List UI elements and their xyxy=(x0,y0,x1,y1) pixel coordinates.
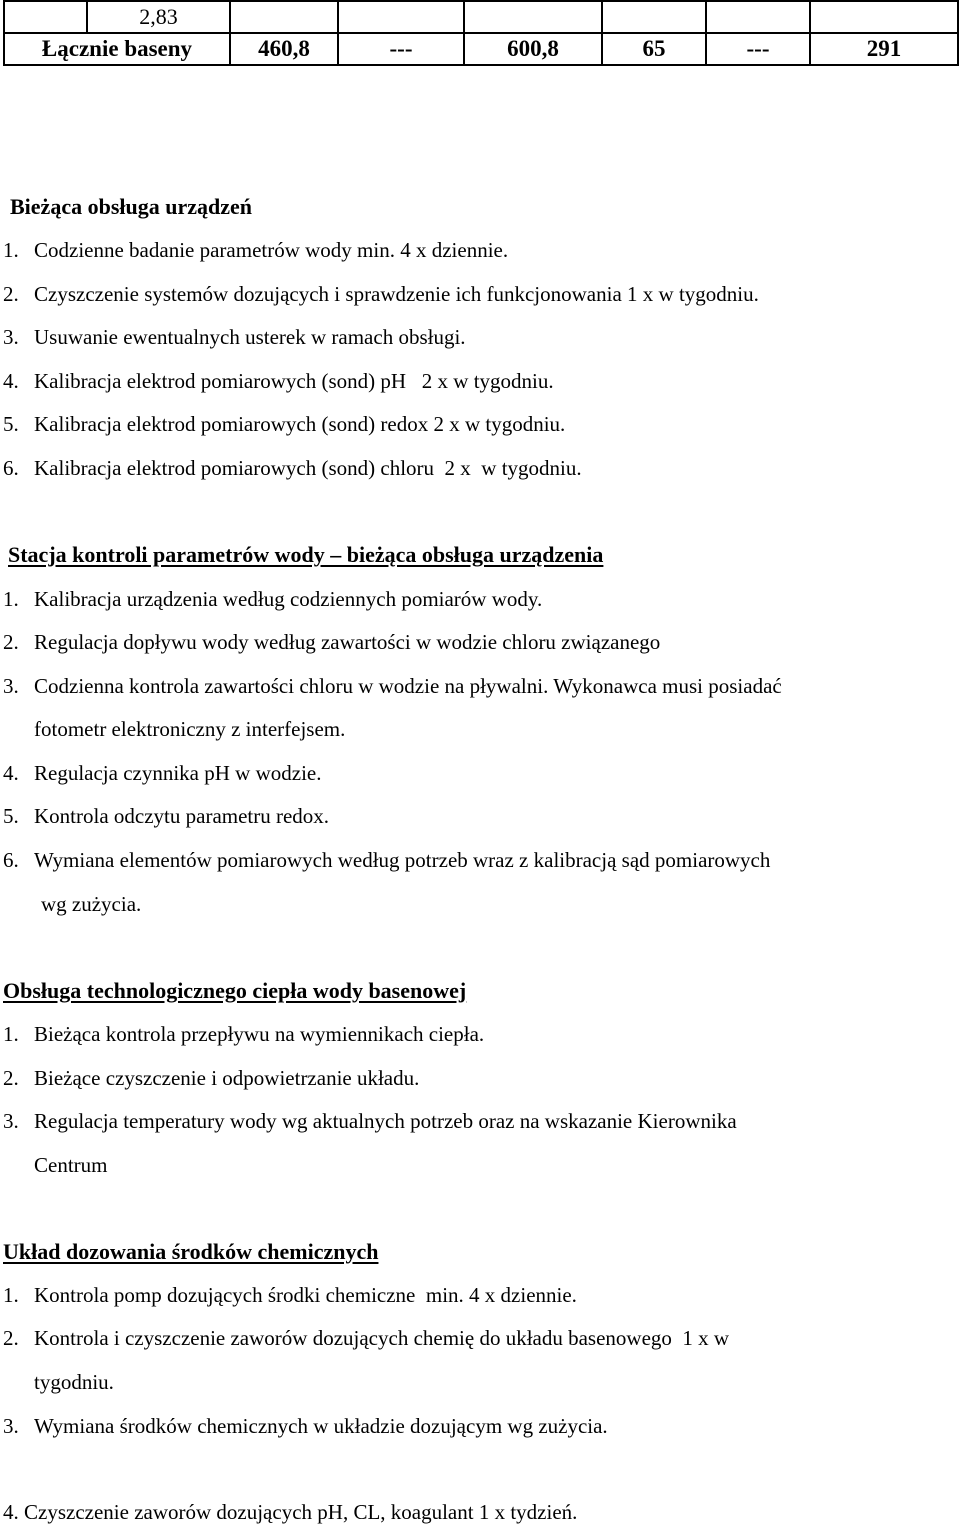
list-number: 3. xyxy=(3,1414,19,1438)
table-row xyxy=(4,1,958,33)
list-text: Codzienna kontrola zawartości chloru w wodzie na pływalni. Wykonawca musi posiadać xyxy=(34,674,782,698)
section-heading: Układ dozowania środków chemicznych xyxy=(3,1239,379,1264)
table-cell: 460,8 xyxy=(230,33,338,65)
list-text: Regulacja temperatury wody wg aktualnych potrzeb oraz na wskazanie Kierownika xyxy=(34,1109,737,1133)
list-number: 5. xyxy=(3,412,19,436)
list-number: 1. xyxy=(3,1283,19,1307)
table-cell: --- xyxy=(706,33,810,65)
list-text: tygodniu. xyxy=(34,1370,114,1394)
list-text: Kalibracja elektrod pomiarowych (sond) pH 2 x w tygodniu. xyxy=(34,369,554,393)
list-number: 3. xyxy=(3,325,19,349)
list-text: fotometr elektroniczny z interfejsem. xyxy=(34,717,346,741)
table-cell: --- xyxy=(338,33,464,65)
list-text: Usuwanie ewentualnych usterek w ramach obsługi. xyxy=(34,325,466,349)
list-number: 1. xyxy=(3,1022,19,1046)
list-number: 2. xyxy=(3,1326,19,1350)
list-text: Regulacja czynnika pH w wodzie. xyxy=(34,761,322,785)
section-heading: Obsługa technologicznego ciepła wody basenowej xyxy=(3,978,467,1003)
list-number: 4. xyxy=(3,369,19,393)
list-text: Kalibracja elektrod pomiarowych (sond) chloru 2 x w tygodniu. xyxy=(34,456,582,480)
list-number: 2. xyxy=(3,282,19,306)
table-cell xyxy=(602,1,706,33)
list-text: Kontrola odczytu parametru redox. xyxy=(34,804,330,828)
list-text: Czyszczenie systemów dozujących i sprawdzenie ich funkcjonowania 1 x w tygodniu. xyxy=(34,282,759,306)
list-number: 1. xyxy=(3,238,19,262)
list-item-extra: 4. Czyszczenie zaworów dozujących pH, CL, koagulant 1 x tydzień. xyxy=(3,1500,578,1524)
section-heading: Bieżąca obsługa urządzeń xyxy=(10,194,252,219)
list-number: 3. xyxy=(3,1109,19,1133)
table-cell xyxy=(230,1,338,33)
list-number: 4. xyxy=(3,761,19,785)
list-text: wg zużycia. xyxy=(41,892,142,916)
list-text: Bieżąca kontrola przepływu na wymiennikach ciepła. xyxy=(34,1022,485,1046)
list-text: Regulacja dopływu wody według zawartości w wodzie chloru związanego xyxy=(34,630,661,654)
table-cell: 291 xyxy=(810,33,958,65)
list-text: Bieżące czyszczenie i odpowietrzanie układu. xyxy=(34,1066,420,1090)
list-number: 5. xyxy=(3,804,19,828)
list-text: Wymiana środków chemicznych w układzie dozującym wg zużycia. xyxy=(34,1414,608,1438)
table-cell: 2,83 xyxy=(87,1,230,33)
table-cell: 600,8 xyxy=(464,33,602,65)
table-cell xyxy=(810,1,958,33)
list-number: 6. xyxy=(3,848,19,872)
list-text: Kontrola pomp dozujących środki chemiczne min. 4 x dziennie. xyxy=(34,1283,577,1307)
table-cell xyxy=(4,1,87,33)
summary-table xyxy=(3,0,959,66)
list-text: Kontrola i czyszczenie zaworów dozujących chemię do układu basenowego 1 x w xyxy=(34,1326,730,1350)
table-cell-label: Łącznie baseny xyxy=(4,33,230,65)
list-number: 2. xyxy=(3,630,19,654)
list-number: 1. xyxy=(3,587,19,611)
table-row-total xyxy=(4,33,958,65)
table-cell: 65 xyxy=(602,33,706,65)
list-text: Centrum xyxy=(34,1153,108,1177)
section-heading: Stacja kontroli parametrów wody – bieżąca obsługa urządzenia xyxy=(8,542,604,567)
table-cell xyxy=(338,1,464,33)
list-text: Wymiana elementów pomiarowych według potrzeb wraz z kalibracją sąd pomiarowych xyxy=(34,848,771,872)
list-number: 2. xyxy=(3,1066,19,1090)
list-number: 6. xyxy=(3,456,19,480)
list-text: Kalibracja elektrod pomiarowych (sond) redox 2 x w tygodniu. xyxy=(34,412,566,436)
table-cell xyxy=(464,1,602,33)
list-text: Codzienne badanie parametrów wody min. 4 x dziennie. xyxy=(34,238,509,262)
list-number: 3. xyxy=(3,674,19,698)
list-text: Kalibracja urządzenia według codziennych pomiarów wody. xyxy=(34,587,543,611)
table-cell xyxy=(706,1,810,33)
